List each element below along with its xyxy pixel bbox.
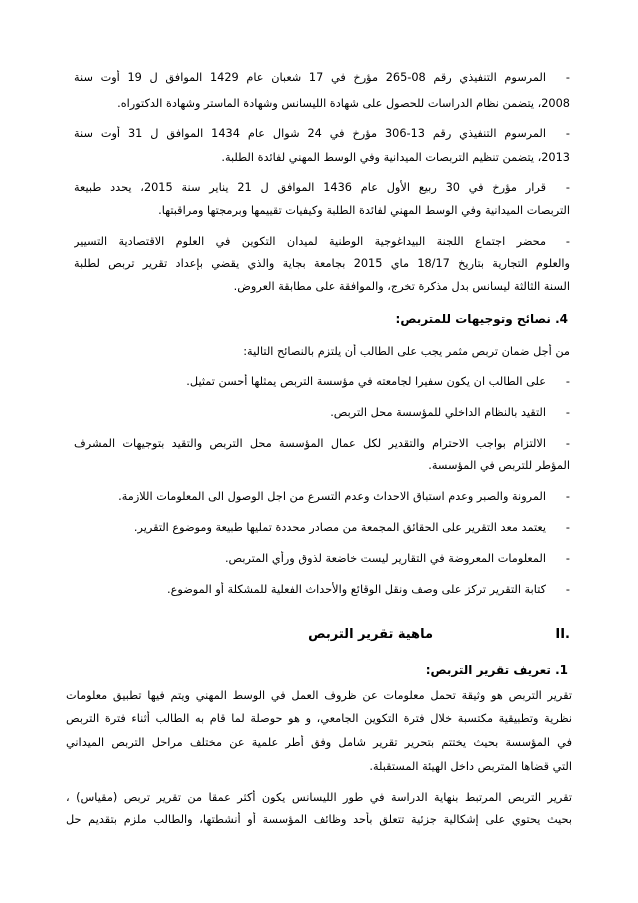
section-4-heading	[72, 311, 568, 327]
definition-para2-line-2: بحيث يحتوي على إشكالية جزئية تتعلق بأحد وظائف المؤسسة أو أنشطتها، والطالب ملزم بتقديم حل	[66, 813, 572, 826]
tip-item-7: كتابة التقرير تركز على وصف ونقل الوقائع والأحداث الفعلية للمشكلة أو الموضوع.	[167, 583, 546, 596]
decree-1-line-2: 2008، يتضمن نظام الدراسات للحصول على شهادة الليسانس وشهادة الماستر وشهادة الدكتوراه.	[117, 97, 570, 110]
tip-item-1: على الطالب ان يكون سفيرا لجامعته في مؤسسة التربص يمثلها أحسن تمثيل.	[186, 375, 546, 388]
definition-para-line-4: التي قضاها المتربص داخل الهيئة المستقبلة.	[369, 760, 572, 773]
decree-2-line-2: 2013، يتضمن تنظيم التربصات الميدانية وفي الوسط المهني لفائدة الطلبة.	[221, 151, 570, 164]
subsection-1-title: تعريف تقرير التربص:	[425, 663, 551, 677]
bullet-dash: -	[565, 437, 570, 450]
subsection-1-heading	[72, 662, 568, 678]
bullet-dash: -	[565, 235, 570, 248]
bullet-dash: -	[565, 71, 570, 84]
bullet-dash: -	[565, 181, 570, 194]
bullet-dash: -	[565, 406, 570, 419]
decree-1-line-1: المرسوم التنفيذي رقم 08-265 مؤرخ في 17 شعبان عام 1429 الموافق ل 19 أوت سنة	[74, 71, 546, 84]
definition-para-line-1: تقرير التربص هو وثيقة تحمل معلومات عن ظروف العمل في الوسط المهني ويتم فيها تطبيق معلومات	[66, 689, 572, 702]
definition-para-line-3: في المؤسسة بحيث يختتم بتحرير تقرير شامل وفق أطر علمية عن مختلف مراحل التربص الميداني	[66, 736, 572, 749]
decree-3-line-2: التربصات الميدانية وفي الوسط المهني لفائدة الطلبة وكيفيات تقييمها وبرمجتها ومراقبتها.	[158, 204, 570, 217]
definition-para2-line-1: تقرير التربص المرتبط بنهاية الدراسة في طور الليسانس يكون أكثر عمقا من تقرير تربص (مقياس) ،	[66, 791, 572, 804]
tip-item-3-line-2: المؤطر للتربص في المؤسسة.	[428, 459, 570, 472]
tip-item-2: التقيد بالنظام الداخلي للمؤسسة محل التربص.	[330, 406, 546, 419]
tip-item-4: المرونة والصبر وعدم استباق الاحداث وعدم التسرع من اجل الوصول الى المعلومات اللازمة.	[118, 490, 546, 503]
decree-4-line-2: والعلوم التجارية بتاريخ 18/17 ماي 2015 بجامعة بجاية والذي يقضي بإعداد تقرير تربص لطلبة	[74, 257, 570, 270]
decree-3-line-1: قرار مؤرخ في 30 ربيع الأول عام 1436 الموافق ل 21 يناير سنة 2015، يحدد طبيعة	[74, 181, 546, 194]
section-4-title: نصائح وتوجيهات للمتربص:	[395, 312, 551, 326]
decree-4-line-3: السنة الثالثة ليسانس بدل مذكرة تخرج، والموافقة على مطابقة العروض.	[233, 280, 570, 293]
bullet-dash: -	[565, 552, 570, 565]
tip-item-5: يعتمد معد التقرير على الحقائق المجمعة من مصادر محددة تمليها طبيعة وموضوع التقرير.	[133, 521, 546, 534]
definition-para-line-2: نظرية وتطبيقية مكتسبة خلال فترة التكوين الجامعي، و هو حوصلة لما قام به الطالب أثناء فترة التربص	[66, 712, 572, 725]
section-4-intro: من أجل ضمان تربص مثمر يجب على الطالب أن يلتزم بالنصائح التالية:	[243, 345, 570, 358]
section-2-number: II.	[555, 627, 570, 642]
bullet-dash: -	[565, 583, 570, 596]
subsection-1-number: 1.	[555, 663, 568, 677]
tip-item-3-line-1: الالتزام بواجب الاحترام والتقدير لكل عمال المؤسسة محل التربص والتقيد بتوجيهات المشرف	[74, 437, 546, 450]
bullet-dash: -	[565, 521, 570, 534]
bullet-dash: -	[565, 490, 570, 503]
section-4-number: 4.	[555, 312, 568, 326]
decree-2-line-1: المرسوم التنفيذي رقم 13-306 مؤرخ في 24 شوال عام 1434 الموافق ل 31 أوت سنة	[74, 127, 546, 140]
tip-item-6: المعلومات المعروضة في التقارير ليست خاضعة لذوق ورأي المتربص.	[224, 552, 546, 565]
bullet-dash: -	[565, 127, 570, 140]
section-2-title: ماهية تقرير التربص	[308, 627, 433, 642]
decree-4-line-1: محضر اجتماع اللجنة البيداغوجية الوطنية لميدان التكوين في العلوم الاقتصادية التسيير	[74, 235, 546, 248]
bullet-dash: -	[565, 375, 570, 388]
